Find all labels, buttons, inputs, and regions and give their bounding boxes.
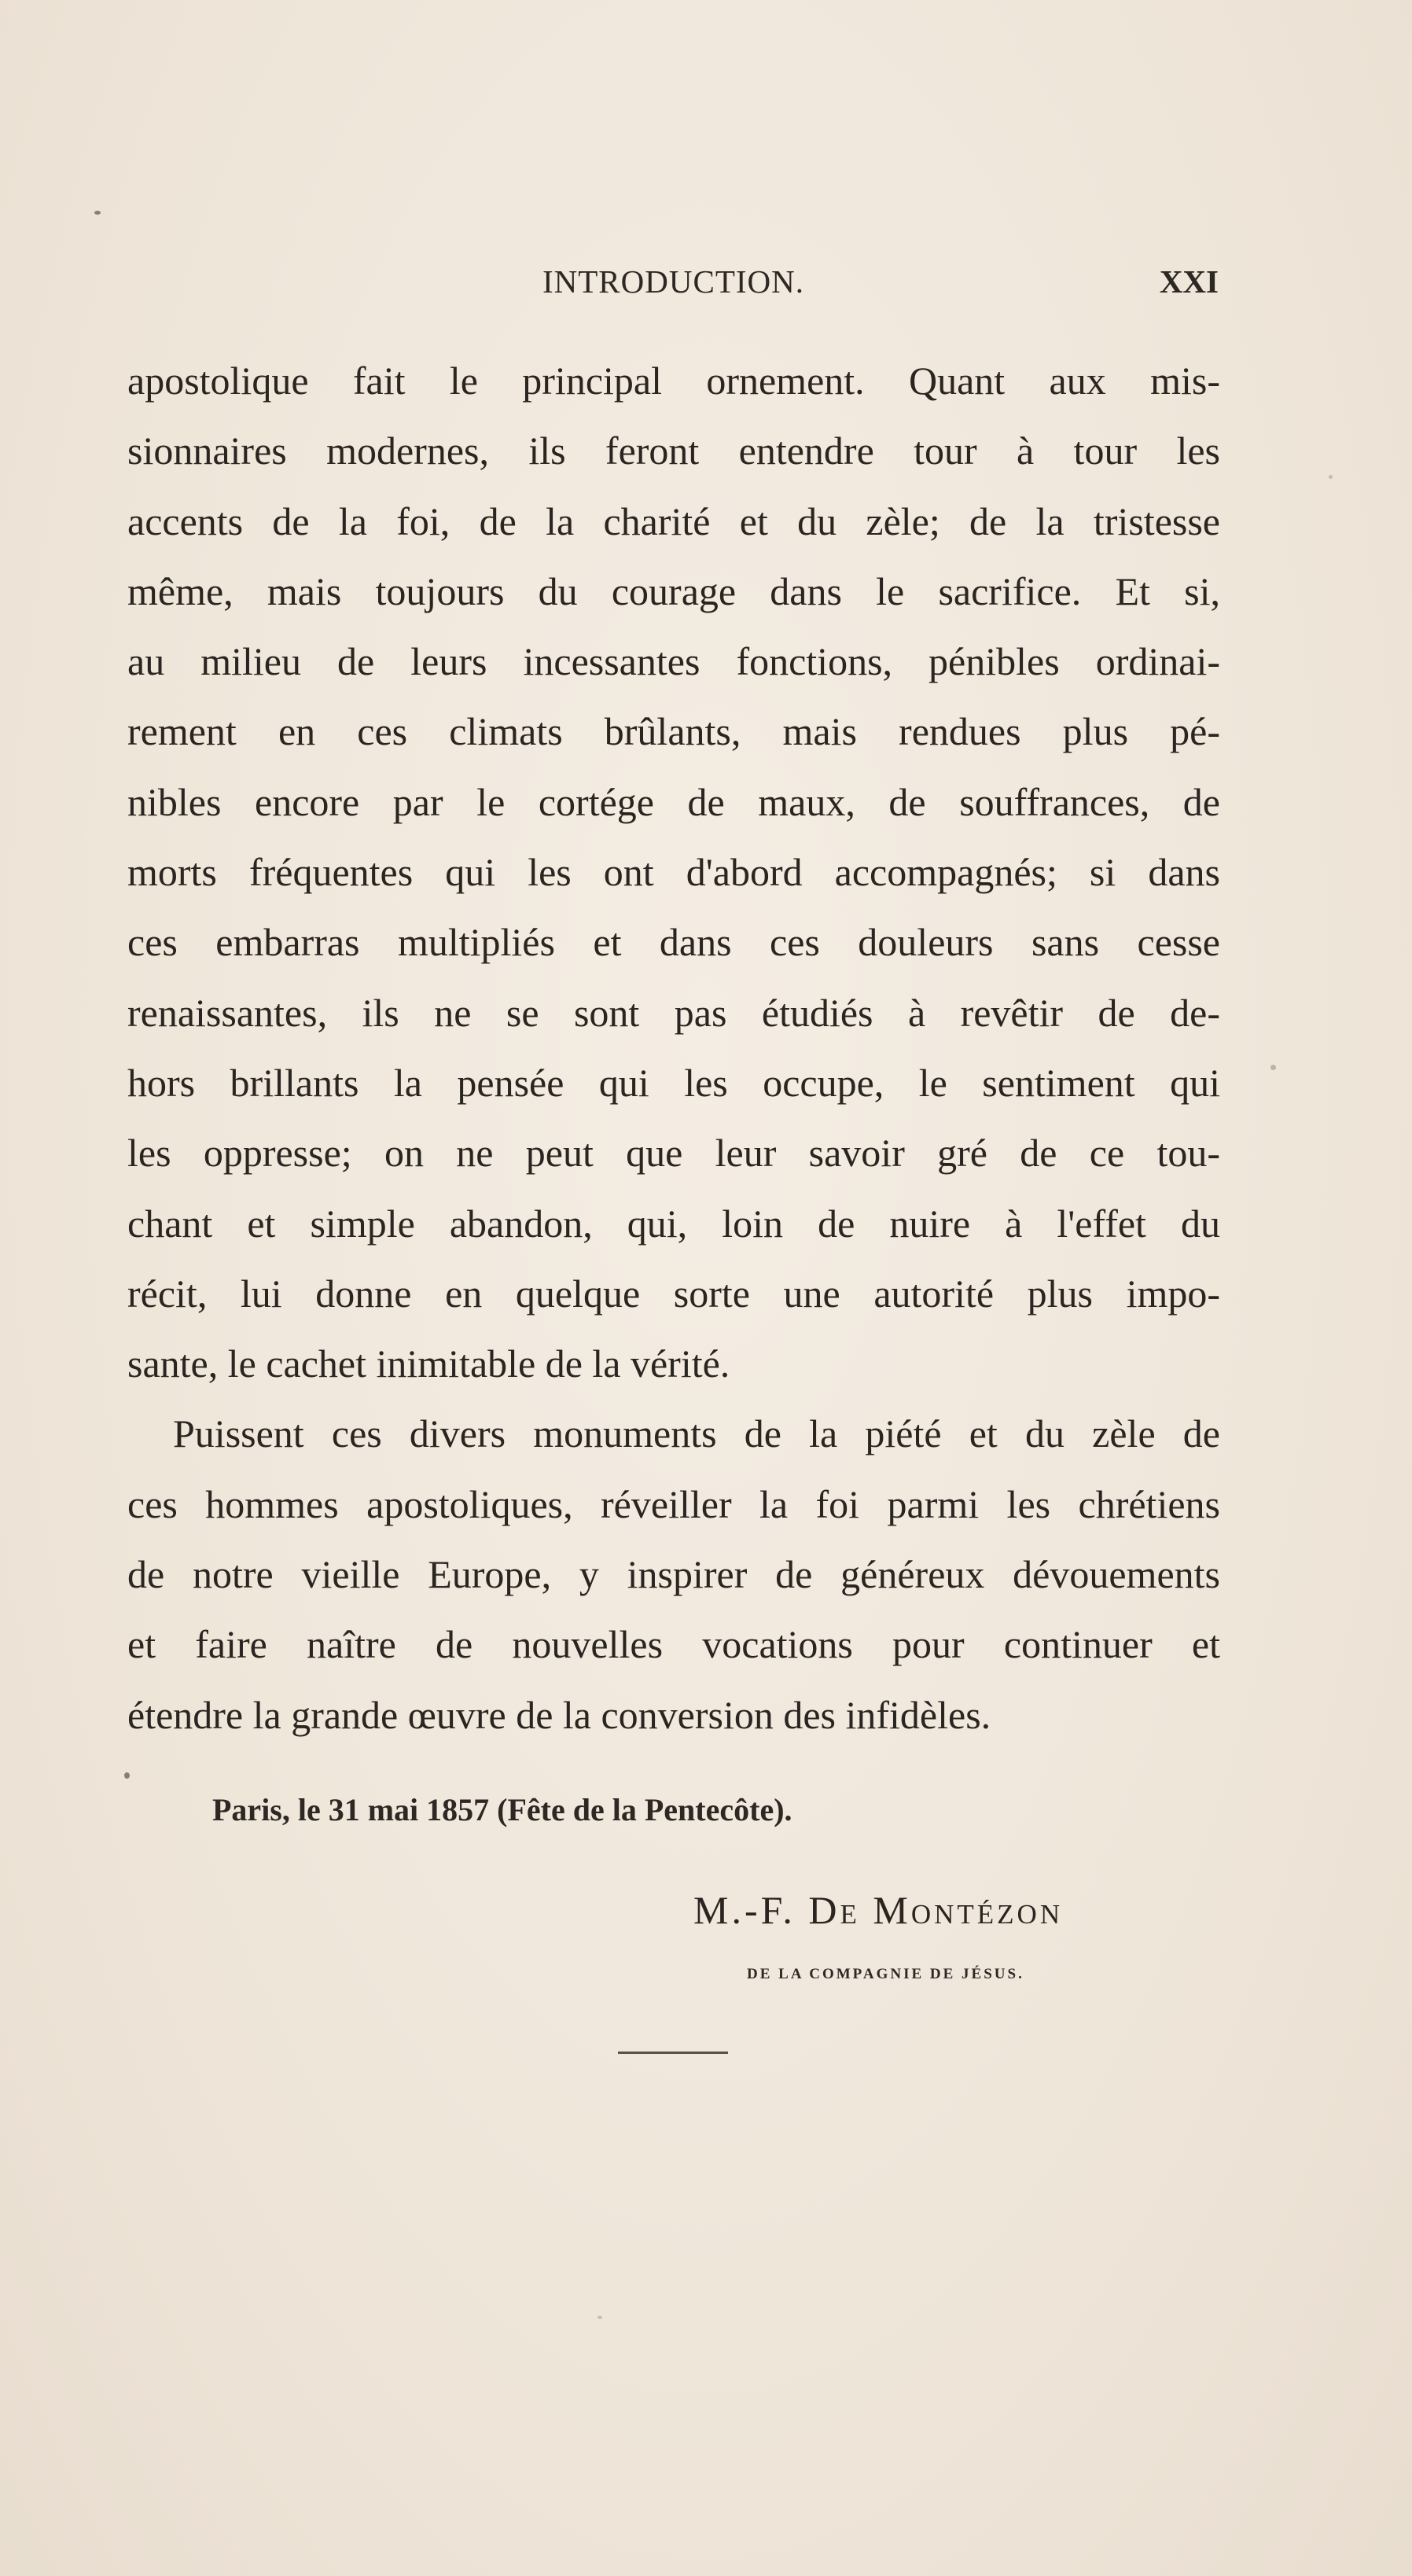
text-line: morts fréquentes qui les ont d'abord accompagnés; si dans — [127, 850, 1220, 895]
text-line: renaissantes, ils ne se sont pas étudiés à revêtir de de- — [127, 990, 1220, 1035]
paper-speck — [94, 211, 101, 215]
author-signature: M.-F. De Montézon — [693, 1888, 1064, 1932]
dateline: Paris, le 31 mai 1857 (Fête de la Pentecôte). — [212, 1792, 792, 1827]
paper-speck — [598, 2316, 602, 2319]
paper-speck — [124, 1772, 130, 1779]
author-affiliation: DE LA COMPAGNIE DE JÉSUS. — [747, 1966, 1024, 1982]
text-line: au milieu de leurs incessantes fonctions, pénibles ordinai- — [127, 639, 1220, 684]
text-line: ces embarras multipliés et dans ces douleurs sans cesse — [127, 920, 1220, 965]
text-line: rement en ces climats brûlants, mais rendues plus pé- — [127, 709, 1220, 754]
text-line: ces hommes apostoliques, réveiller la foi parmi les chrétiens — [127, 1481, 1220, 1526]
text-line: même, mais toujours du courage dans le sacrifice. Et si, — [127, 569, 1220, 613]
text-line: et faire naître de nouvelles vocations pour continuer et — [127, 1622, 1220, 1667]
paper-speck — [1329, 475, 1333, 479]
text-line: apostolique fait le principal ornement. Quant aux mis- — [127, 359, 1220, 403]
text-line: chant et simple abandon, qui, loin de nuire à l'effet du — [127, 1201, 1220, 1246]
text-line: hors brillants la pensée qui les occupe, le sentiment qui — [127, 1060, 1220, 1105]
running-head-title: INTRODUCTION. — [542, 263, 804, 300]
text-line: nibles encore par le cortége de maux, de souffrances, de — [127, 779, 1220, 824]
paper-speck — [1270, 1065, 1276, 1070]
text-line: les oppresse; on ne peut que leur savoir gré de ce tou- — [127, 1131, 1220, 1176]
text-line: sante, le cachet inimitable de la vérité. — [127, 1341, 730, 1386]
text-line: sionnaires modernes, ils feront entendre tour à tour les — [127, 429, 1220, 473]
page-number: XXI — [1159, 263, 1219, 300]
body-text — [127, 346, 1220, 1750]
text-line: Puissent ces divers monuments de la piété et du zèle de — [173, 1411, 1220, 1456]
running-head — [542, 263, 1225, 310]
text-line: de notre vieille Europe, y inspirer de généreux dévouements — [127, 1552, 1220, 1597]
text-line: étendre la grande œuvre de la conversion des infidèles. — [127, 1692, 991, 1737]
closing-rule — [618, 2052, 728, 2054]
text-line: accents de la foi, de la charité et du zèle; de la tristesse — [127, 499, 1220, 543]
text-line: récit, lui donne en quelque sorte une autorité plus impo- — [127, 1271, 1220, 1316]
